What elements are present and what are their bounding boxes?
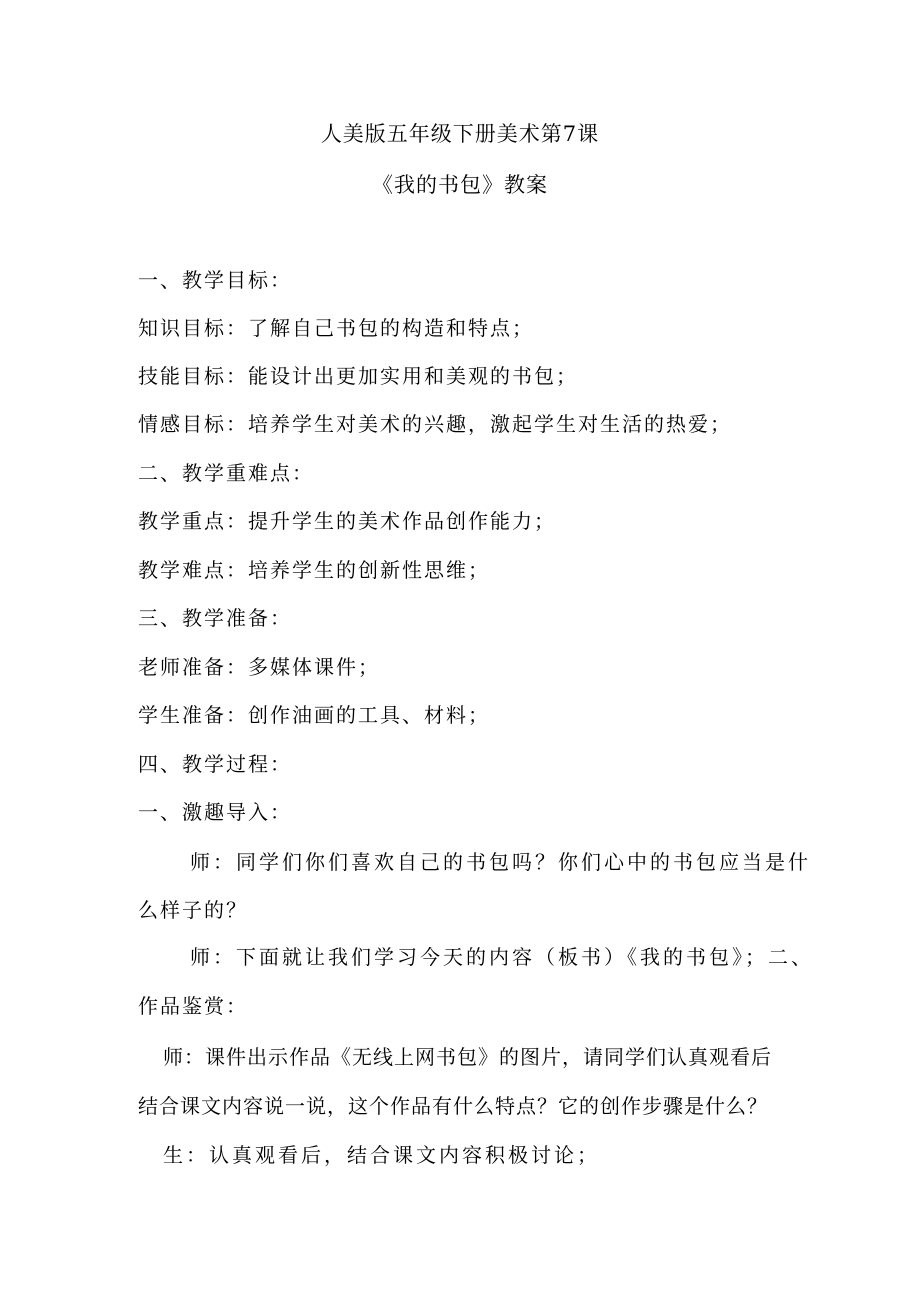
- paragraph-line: 学生准备：创作油画的工具、材料；: [138, 703, 490, 727]
- document-subtitle: 《我的书包》教案: [372, 173, 548, 197]
- paragraph-line: 师：课件出示作品《无线上网书包》的图片，请同学们认真观看后: [163, 1045, 772, 1069]
- paragraph-line: 生：认真观看后，结合课文内容积极讨论；: [163, 1143, 600, 1167]
- paragraph-line: 老师准备：多媒体课件；: [138, 655, 380, 679]
- section-heading: 四、教学过程：: [138, 752, 292, 776]
- paragraph-line: 么样子的？: [138, 898, 248, 922]
- section-heading: 二、教学重难点：: [138, 461, 314, 485]
- paragraph-line: 作品鉴赏：: [138, 994, 248, 1018]
- paragraph-line: 师：同学们你们喜欢自己的书包吗？你们心中的书包应当是什: [190, 850, 811, 874]
- paragraph-line: 结合课文内容说一说，这个作品有什么特点？它的创作步骤是什么？: [138, 1094, 768, 1118]
- paragraph-line: 技能目标：能设计出更加实用和美观的书包；: [138, 364, 578, 388]
- paragraph-line: 教学难点：培养学生的创新性思维；: [138, 558, 490, 582]
- paragraph-line: 情感目标：培养学生对美术的兴趣，激起学生对生活的热爱；: [138, 412, 732, 436]
- paragraph-line: 师：下面就让我们学习今天的内容（板书）《我的书包》；二、: [190, 945, 814, 969]
- section-heading: 一、激趣导入：: [138, 800, 292, 824]
- document-title: 人美版五年级下册美术第7课: [320, 122, 600, 146]
- section-heading: 一、教学目标：: [138, 268, 292, 292]
- paragraph-line: 教学重点：提升学生的美术作品创作能力；: [138, 509, 556, 533]
- section-heading: 三、教学准备：: [138, 606, 292, 630]
- paragraph-line: 知识目标：了解自己书包的构造和特点；: [138, 316, 534, 340]
